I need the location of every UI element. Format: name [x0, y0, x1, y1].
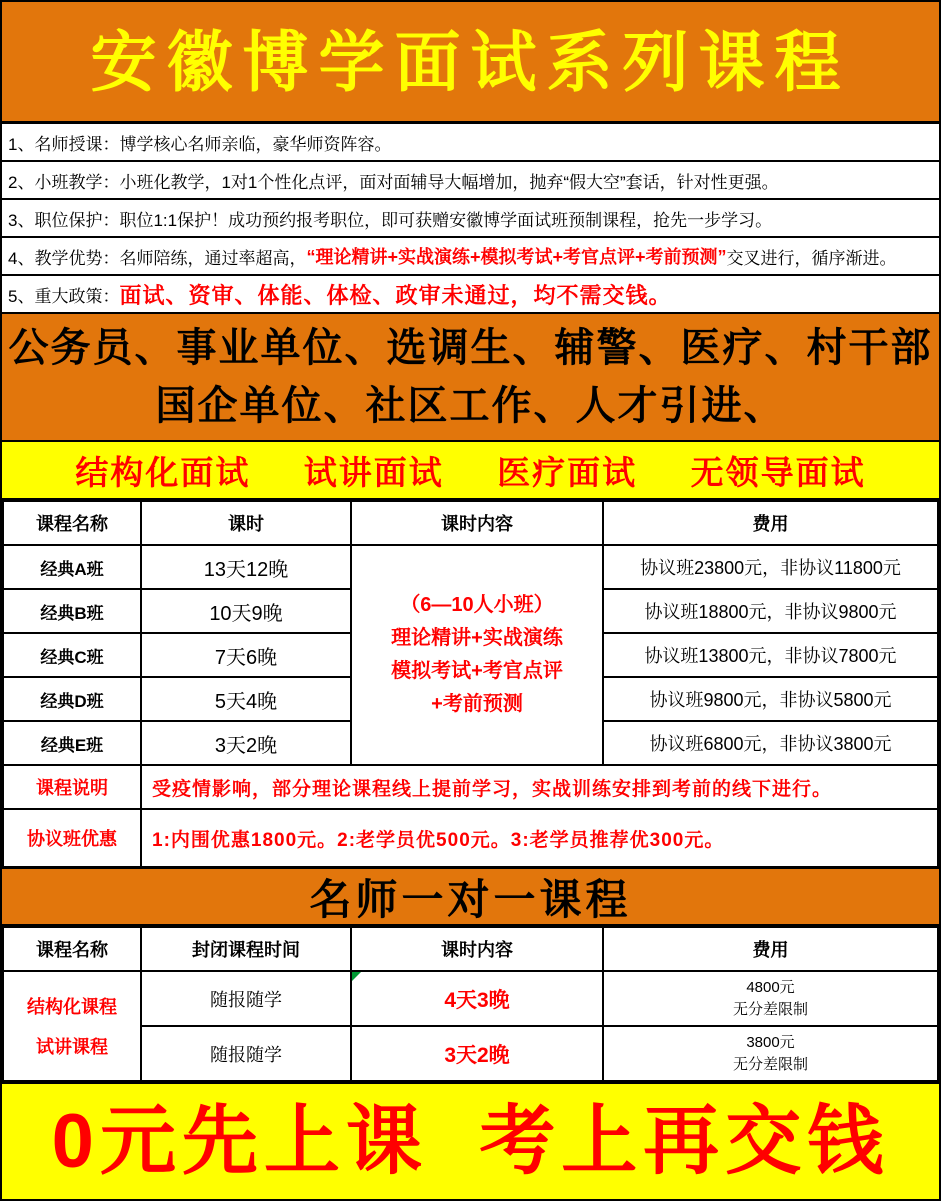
cell-corner-marker-icon — [352, 972, 361, 981]
schedule-cell: 随报随学 — [141, 1026, 351, 1081]
course-name: 经典E班 — [3, 721, 141, 765]
course-label-structured: 结构化课程 — [27, 997, 117, 1017]
interview-types-bar — [2, 442, 939, 500]
feature-highlight: “理论精讲+实战演练+模拟考试+考官点评+考前预测” — [306, 247, 727, 267]
header-schedule: 封闭课程时间 — [141, 927, 351, 971]
feature-text: 3、职位保护：职位1:1保护！成功预约报考职位，即可获赠安徽博学面试班预制课程，抢先一步学习。 — [8, 210, 773, 230]
course-duration: 10天9晚 — [141, 589, 351, 633]
course-duration: 13天12晚 — [141, 545, 351, 589]
content-line-1: （6—10人小班） — [400, 594, 554, 616]
note-label: 课程说明 — [3, 765, 141, 809]
course-duration: 7天6晚 — [141, 633, 351, 677]
note-text: 1:内围优惠1800元。2:老学员优500元。3:老学员推荐优300元。 — [141, 809, 938, 867]
one-on-one-table-header — [3, 927, 938, 971]
audience-line-1: 公务员、事业单位、选调生、辅警、医疗、村干部 — [8, 326, 933, 370]
schedule-cell: 随报随学 — [141, 971, 351, 1026]
feature-text: 5、重大政策： — [8, 286, 120, 306]
interview-type-lecture: 试讲面试 — [303, 453, 444, 491]
content-line-3: 模拟考试+考官点评 — [391, 660, 563, 682]
header-content: 课时内容 — [351, 927, 603, 971]
header-course-name: 课程名称 — [3, 927, 141, 971]
feature-item-1 — [2, 124, 939, 162]
footer-slogan-right: 考上再交钱 — [479, 1098, 890, 1184]
course-fee: 协议班18800元，非协议9800元 — [603, 589, 938, 633]
course-table-header — [3, 501, 938, 545]
course-labels-cell — [3, 971, 141, 1081]
fee-amount: 3800元 — [746, 1033, 795, 1051]
feature-list — [2, 124, 939, 314]
course-name: 经典B班 — [3, 589, 141, 633]
one-on-one-title: 名师一对一课程 — [309, 875, 632, 923]
feature-highlight: 面试、资审、体能、体检、政审未通过，均不需交钱。 — [119, 282, 672, 309]
feature-item-4 — [2, 238, 939, 276]
interview-type-structured: 结构化面试 — [75, 453, 251, 491]
fee-amount: 4800元 — [746, 978, 795, 996]
fee-condition: 无分差限制 — [732, 1055, 808, 1073]
feature-text: 2、小班教学：小班化教学，1对1个性化点评，面对面辅导大幅增加，抛弃“假大空”套话，针对性更强。 — [8, 172, 779, 192]
duration-text: 4天3晚 — [444, 988, 510, 1012]
duration-cell — [351, 1026, 603, 1081]
course-label-lecture: 试讲课程 — [36, 1037, 108, 1057]
feature-item-2 — [2, 162, 939, 200]
header-hours: 课时 — [141, 501, 351, 545]
fee-cell — [603, 971, 938, 1026]
course-content-cell — [351, 545, 603, 765]
note-text: 受疫情影响，部分理论课程线上提前学习，实战训练安排到考前的线下进行。 — [141, 765, 938, 809]
course-fee: 协议班6800元，非协议3800元 — [603, 721, 938, 765]
content-line-2: 理论精讲+实战演练 — [391, 627, 563, 649]
course-fee: 协议班13800元，非协议7800元 — [603, 633, 938, 677]
table-row — [3, 971, 938, 1026]
feature-text: 1、名师授课：博学核心名师亲临，豪华师资阵容。 — [8, 134, 392, 154]
header-content: 课时内容 — [351, 501, 603, 545]
footer-banner — [2, 1082, 939, 1199]
header-course-name: 课程名称 — [3, 501, 141, 545]
page-title: 安徽博学面试系列课程 — [90, 22, 851, 101]
header-banner — [2, 2, 939, 124]
one-on-one-banner — [2, 868, 939, 926]
note-row-description — [3, 765, 938, 809]
course-duration: 3天2晚 — [141, 721, 351, 765]
course-table — [2, 500, 939, 868]
table-row — [3, 545, 938, 589]
course-fee: 协议班23800元，非协议11800元 — [603, 545, 938, 589]
course-duration: 5天4晚 — [141, 677, 351, 721]
note-label: 协议班优惠 — [3, 809, 141, 867]
duration-cell — [351, 971, 603, 1026]
fee-condition: 无分差限制 — [732, 1000, 808, 1018]
audience-banner — [2, 314, 939, 442]
header-fee: 费用 — [603, 927, 938, 971]
feature-text: 4、教学优势：名师陪练，通过率超高， — [8, 248, 307, 268]
course-name: 经典C班 — [3, 633, 141, 677]
feature-suffix: 交叉进行，循序渐进。 — [726, 248, 897, 268]
footer-slogan-left: 0元先上课 — [51, 1098, 428, 1184]
one-on-one-table — [2, 926, 939, 1082]
fee-cell — [603, 1026, 938, 1081]
table-row — [3, 1026, 938, 1081]
header-fee: 费用 — [603, 501, 938, 545]
content-line-4: +考前预测 — [431, 693, 523, 715]
audience-line-2: 国企单位、社区工作、人才引进、 — [155, 384, 786, 428]
note-row-discount — [3, 809, 938, 867]
interview-type-leaderless: 无领导面试 — [690, 453, 866, 491]
interview-type-medical: 医疗面试 — [497, 453, 638, 491]
course-fee: 协议班9800元，非协议5800元 — [603, 677, 938, 721]
course-name: 经典D班 — [3, 677, 141, 721]
course-name: 经典A班 — [3, 545, 141, 589]
feature-item-3 — [2, 200, 939, 238]
feature-item-5 — [2, 276, 939, 314]
duration-text: 3天2晚 — [444, 1043, 510, 1067]
